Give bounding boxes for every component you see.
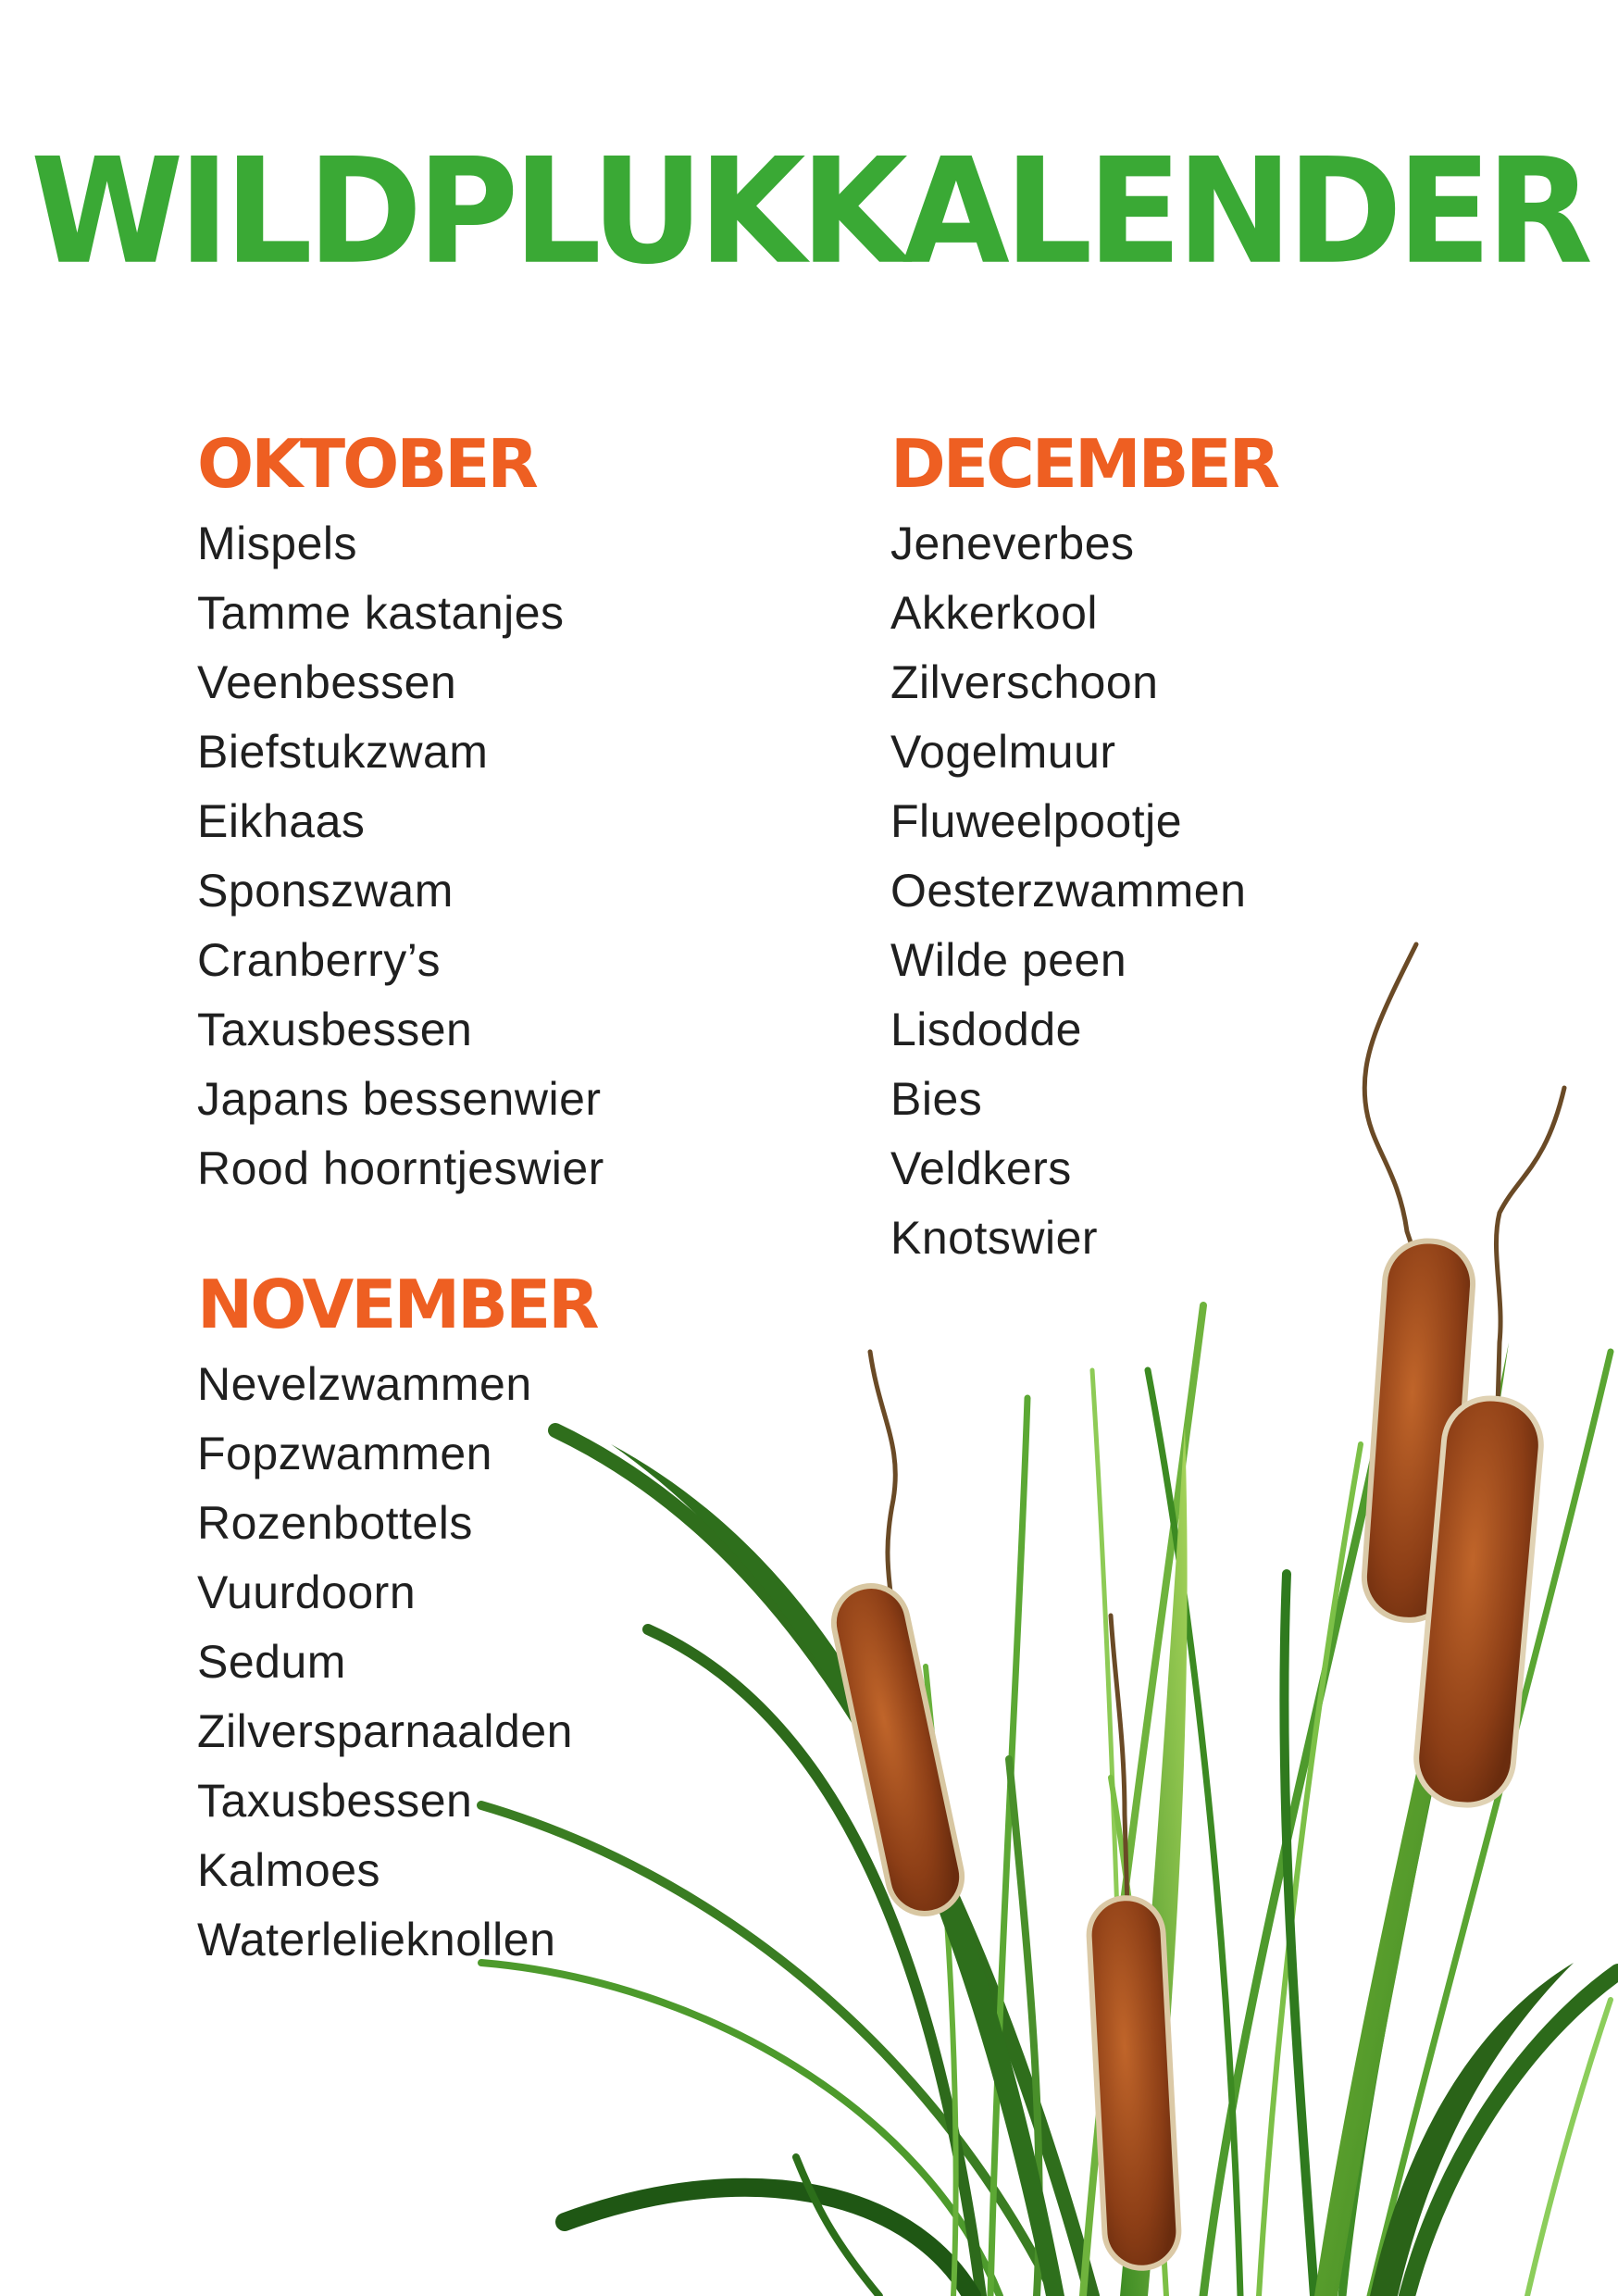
list-item: Tamme kastanjes [197, 587, 565, 639]
list-item: Taxusbessen [197, 1775, 473, 1827]
list-item: Sedum [197, 1636, 346, 1688]
list-item: Mispels [197, 518, 357, 569]
list-item: Veenbessen [197, 656, 457, 708]
list-item: Cranberry’s [197, 934, 441, 986]
month-list [890, 509, 1277, 1273]
list-item: Vuurdoorn [197, 1566, 417, 1618]
list-item: Lisdodde [890, 1004, 1082, 1055]
list-item: Oesterzwammen [890, 865, 1247, 917]
list-item: Waterlelieknollen [197, 1914, 556, 1965]
grass-blades [481, 1305, 1618, 2296]
list-item: Wilde peen [890, 934, 1127, 986]
month-december [890, 424, 1277, 1273]
month-list [197, 509, 604, 1204]
list-item: Biefstukzwam [197, 726, 489, 778]
list-item: Akkerkool [890, 587, 1099, 639]
list-item: Jeneverbes [890, 518, 1135, 569]
month-heading: NOVEMBER [197, 1266, 597, 1343]
list-item: Nevelzwammen [197, 1358, 532, 1410]
list-item: Veldkers [890, 1142, 1072, 1194]
list-item: Sponszwam [197, 865, 454, 917]
list-item: Zilversparnaalden [197, 1705, 573, 1757]
list-item: Fopzwammen [197, 1428, 492, 1479]
list-item: Bies [890, 1073, 983, 1125]
list-item: Taxusbessen [197, 1004, 473, 1055]
month-heading: DECEMBER [890, 425, 1278, 503]
cattail-spikes [827, 1238, 1545, 2269]
list-item: Eikhaas [197, 795, 366, 847]
list-item: Fluweelpootje [890, 795, 1183, 847]
list-item: Japans bessenwier [197, 1073, 602, 1125]
list-item: Rood hoorntjeswier [197, 1142, 604, 1194]
list-item: Vogelmuur [890, 726, 1116, 778]
list-item: Kalmoes [197, 1844, 381, 1896]
month-november [197, 1265, 597, 1975]
list-item: Rozenbottels [197, 1497, 473, 1549]
list-item: Zilverschoon [890, 656, 1159, 708]
page-title: WILDPLUKKALENDER [31, 127, 1587, 297]
month-oktober [197, 424, 604, 1204]
month-heading: OKTOBER [197, 425, 536, 503]
reed-leaves [611, 1342, 1574, 2296]
list-item: Knotswier [890, 1212, 1099, 1264]
month-list [197, 1350, 597, 1975]
